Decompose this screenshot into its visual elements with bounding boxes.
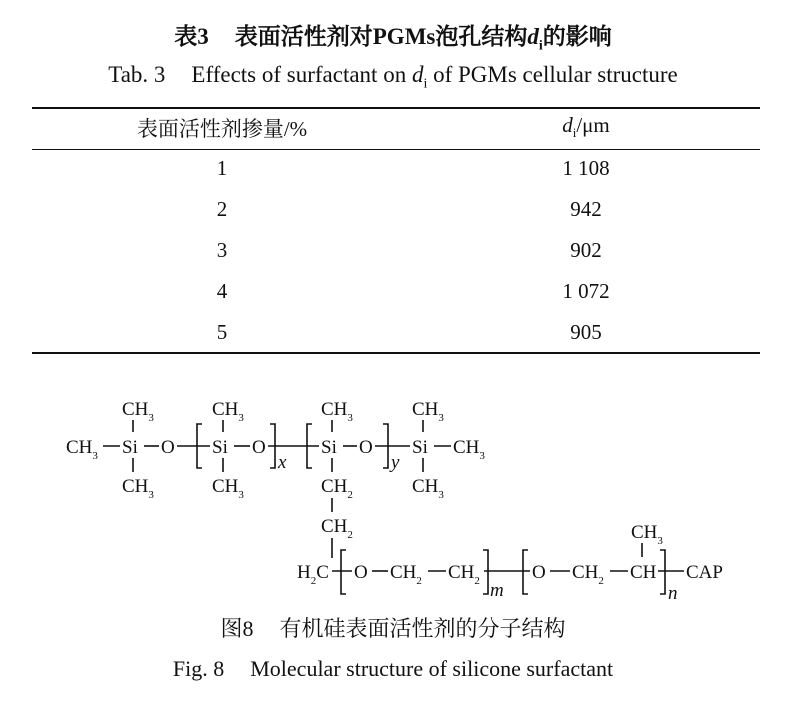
polyether-text [297, 522, 723, 604]
ch3-bottom-1: $CH_3$ [122, 476, 154, 501]
o-2: O [252, 437, 266, 458]
header-dose: 表面活性剂掺量/% [136, 117, 308, 141]
subscript-y: y [391, 452, 400, 473]
figure-number-en: Fig. 8 [172, 656, 225, 681]
molecular-structure-diagram [0, 390, 786, 605]
si-4: Si [412, 437, 428, 458]
table-title-cn-var: d [527, 24, 539, 49]
cap-group: CAP [686, 562, 723, 583]
o-3: O [359, 437, 373, 458]
ch2-ether-3: $CH_2$ [572, 562, 604, 587]
table-number-cn: 表3 [174, 24, 209, 49]
row-di: 942 [570, 197, 602, 221]
table-header [32, 113, 760, 153]
table-title-en [0, 62, 786, 93]
header-di [412, 113, 760, 141]
figure-caption-en [0, 656, 786, 682]
o-ether-1: O [354, 562, 368, 583]
figure-caption-cn-text: 有机硅表面活性剂的分子结构 [279, 616, 566, 641]
row-dose: 3 [216, 238, 228, 262]
ch3-top-3: $CH_3$ [321, 399, 353, 424]
si-2: Si [212, 437, 228, 458]
row-dose: 4 [216, 279, 228, 303]
table-top-rule [32, 107, 760, 109]
figure-number-cn: 图8 [220, 616, 254, 641]
table-title-cn-suffix: 的影响 [542, 24, 612, 49]
subscript-n: n [668, 583, 678, 604]
table-title-cn [0, 18, 786, 55]
ch3-end-right: $CH_3$ [453, 437, 485, 462]
ch3-bottom-2: $CH_3$ [212, 476, 244, 501]
row-di: 1 108 [562, 156, 610, 180]
ch2-pendant-2: $CH_2$ [321, 516, 353, 541]
table-title-en-prefix: Effects of surfactant on [191, 62, 407, 87]
table-number-en: Tab. 3 [108, 62, 166, 87]
o-ether-2: O [532, 562, 546, 583]
row-dose: 1 [216, 156, 228, 180]
table-row [32, 279, 760, 319]
table-row [32, 320, 760, 360]
si-1: Si [122, 437, 138, 458]
h2c-group: $H_2C$ [297, 562, 329, 587]
row-di: 905 [570, 320, 602, 344]
table-header-rule [32, 149, 760, 150]
row-di: 902 [570, 238, 602, 262]
ch2-pendant-1: $CH_2$ [321, 476, 353, 501]
ch2-ether-2: $CH_2$ [448, 562, 480, 587]
table-row [32, 197, 760, 237]
row-dose: 2 [216, 197, 228, 221]
header-di-unit: /μm [576, 113, 610, 137]
ch3-top-2: $CH_3$ [212, 399, 244, 424]
figure-caption-en-text: Molecular structure of silicone surfactant [250, 656, 614, 681]
table-title-en-suffix: of PGMs cellular structure [433, 62, 678, 87]
header-di-var: d [562, 113, 573, 137]
table-title-en-var: d [411, 62, 424, 87]
ch3-end-left: $CH_3$ [66, 437, 98, 462]
header-di-sub: i [572, 125, 577, 141]
row-dose: 5 [216, 320, 228, 344]
ch3-top-4: $CH_3$ [412, 399, 444, 424]
table-title-cn-sub: i [538, 38, 543, 54]
row-di: 1 072 [562, 279, 610, 303]
ch-branch: CH [630, 562, 657, 583]
si-3: Si [321, 437, 337, 458]
ch3-top-1: $CH_3$ [122, 399, 154, 424]
ch2-ether-1: $CH_2$ [390, 562, 422, 587]
figure-caption-cn [0, 612, 786, 643]
ch3-branch: $CH_3$ [631, 522, 663, 547]
table-title-en-sub: i [423, 76, 428, 92]
table-row [32, 238, 760, 278]
table-bottom-rule [32, 352, 760, 354]
ch3-bottom-4: $CH_3$ [412, 476, 444, 501]
o-1: O [161, 437, 175, 458]
subscript-m: m [490, 580, 504, 601]
table-row [32, 156, 760, 196]
table-title-cn-text: 表面活性剂对PGMs泡孔结构 [234, 24, 528, 49]
subscript-x: x [278, 452, 287, 473]
